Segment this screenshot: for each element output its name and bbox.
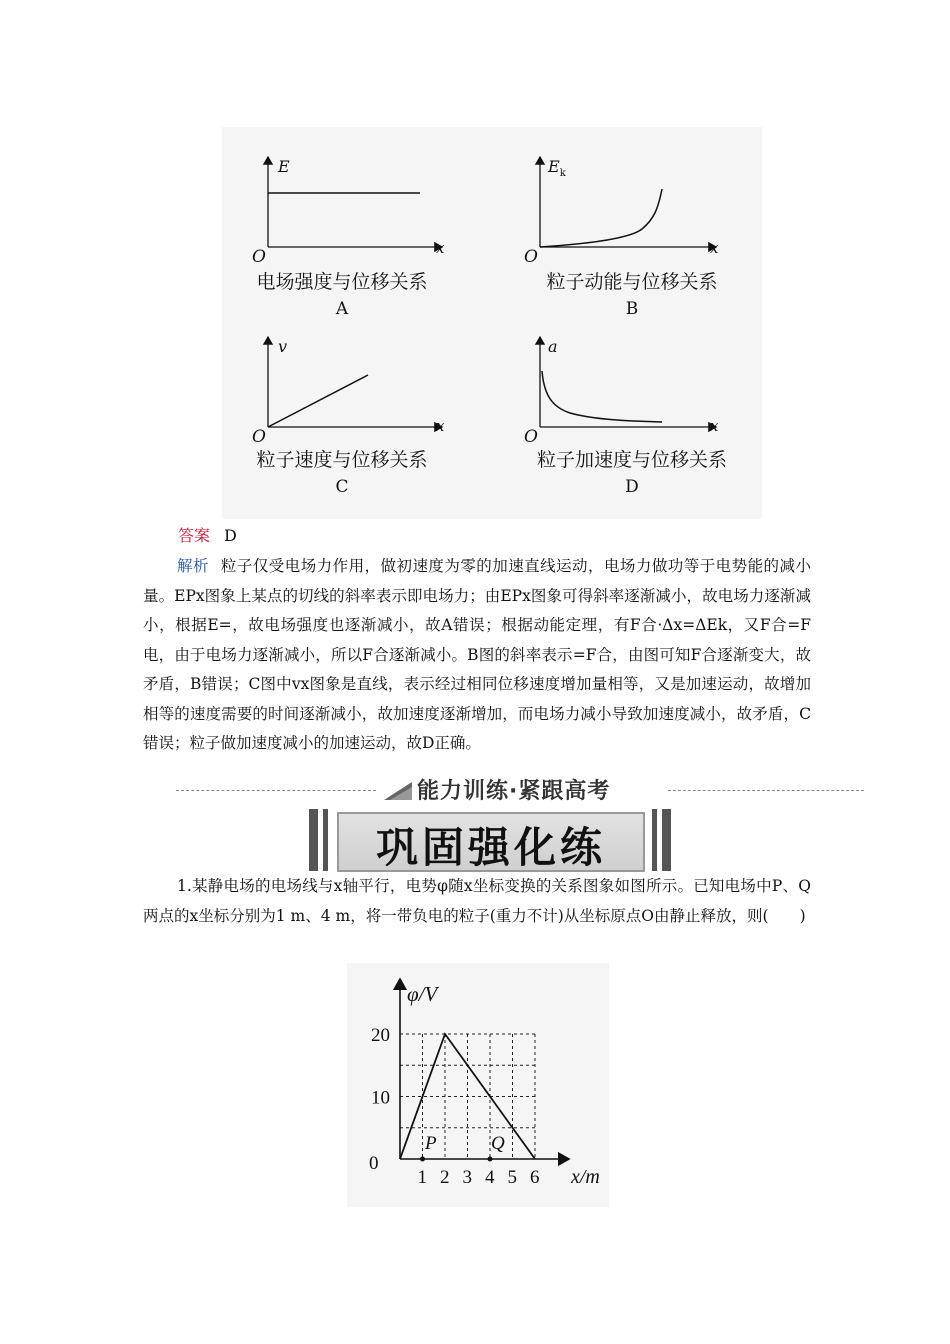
graph-c-letter: C — [335, 477, 349, 497]
graph-c-caption: 粒子速度与位移关系 — [256, 449, 428, 471]
point-q-label: Q — [491, 1133, 505, 1154]
section-title: 巩固强化练 — [375, 823, 606, 872]
graph-b — [540, 157, 716, 247]
graph-a-x-label: x — [436, 239, 445, 257]
graph-a — [268, 157, 442, 247]
graph-d — [540, 337, 716, 427]
x-tick-label: 2 — [440, 1167, 450, 1188]
graph-c-curve — [268, 375, 368, 427]
section-bar-right-inner — [652, 809, 657, 871]
answer-line — [178, 523, 237, 546]
banner-divider-right — [668, 790, 864, 791]
section-bar-right — [662, 809, 671, 871]
x-axis-label: x/m — [571, 1166, 600, 1188]
phi-x-chart — [347, 963, 609, 1207]
graph-a-y-label: E — [278, 157, 290, 176]
graph-b-curve — [540, 189, 662, 247]
graph-c-origin: O — [252, 427, 266, 447]
analysis-paragraph — [143, 552, 811, 759]
x-tick-label: 1 — [417, 1167, 427, 1188]
y-tick-label: 20 — [371, 1025, 390, 1046]
chart-grid — [400, 1034, 535, 1159]
analysis-text: 粒子仅受电场力作用，做初速度为零的加速直线运动，电场力做功等于电势能的减小量。EPx图象上某点的切线的斜率表示即电场力；由EPx图象可得斜率逐渐减小，故电场力逐渐减小，根据E=，故电场强度也逐渐减小，故A错误；根据动能定理，有F合·Δx=ΔEk，又F合=F电，由于电场力逐渐减小，所以F合逐渐减小。B图的斜率表示=F合，由图可知F合逐渐变大，故矛盾，B错误；C图中vx图象是直线，表示经过相同位移速度增加量相等，又是加速运动，故增加相等的速度需要的时间逐渐减小，故加速度逐渐增加，而电场力减小导致加速度减小，故矛盾，C错误；粒子做加速度减小的加速运动，故D正确。 — [143, 557, 811, 752]
analysis-label: 解析 — [177, 557, 209, 575]
graph-d-caption: 粒子加速度与位移关系 — [536, 449, 727, 471]
graph-b-y-label: $E_k$ — [548, 157, 566, 180]
answer-value: D — [224, 526, 237, 545]
x-tick-label: 4 — [485, 1167, 495, 1188]
x-tick-label: 5 — [507, 1167, 517, 1188]
graph-d-letter: D — [625, 477, 639, 497]
graph-c-y-label: v — [278, 337, 288, 356]
graph-b-origin: O — [524, 247, 538, 267]
graph-a-letter: A — [335, 299, 349, 319]
answer-label: 答案 — [178, 526, 211, 545]
section-bar-left — [309, 809, 318, 871]
point-p-label: P — [425, 1133, 437, 1154]
section-bar-left-inner — [323, 809, 328, 871]
section-header — [309, 809, 671, 871]
graph-a-origin: O — [252, 247, 266, 267]
graph-b-letter: B — [625, 299, 639, 319]
graph-b-x-label: x — [710, 239, 719, 257]
y-tick-label: 0 — [369, 1153, 379, 1174]
graph-c-x-label: x — [436, 417, 445, 435]
graph-d-x-label: x — [710, 417, 719, 435]
graph-d-curve — [542, 371, 662, 422]
graph-a-caption: 电场强度与位移关系 — [256, 271, 428, 293]
graph-d-origin: O — [524, 427, 538, 447]
x-tick-label: 3 — [462, 1167, 472, 1188]
y-tick-label: 10 — [371, 1087, 390, 1109]
question-1: 1.某静电场的电场线与x轴平行，电势φ随x坐标变换的关系图象如图所示。已知电场中P、Q两点的x坐标分别为1 m、4 m，将一带负电的粒子(重力不计)从坐标原点O由静止释放，则( ) — [143, 877, 811, 925]
graph-c — [268, 337, 442, 427]
y-axis-label: φ/V — [407, 982, 438, 1006]
x-tick-label: 6 — [530, 1167, 540, 1188]
banner-divider-left — [176, 790, 376, 791]
graph-b-caption: 粒子动能与位移关系 — [546, 271, 718, 293]
graph-d-y-label: a — [548, 337, 558, 356]
banner-title: 能力训练·紧跟高考 — [417, 779, 611, 804]
point-p-dot — [420, 1157, 425, 1162]
point-q-dot — [488, 1157, 493, 1162]
phi-x-graph — [347, 963, 609, 1207]
answer-options-figure — [222, 127, 762, 519]
